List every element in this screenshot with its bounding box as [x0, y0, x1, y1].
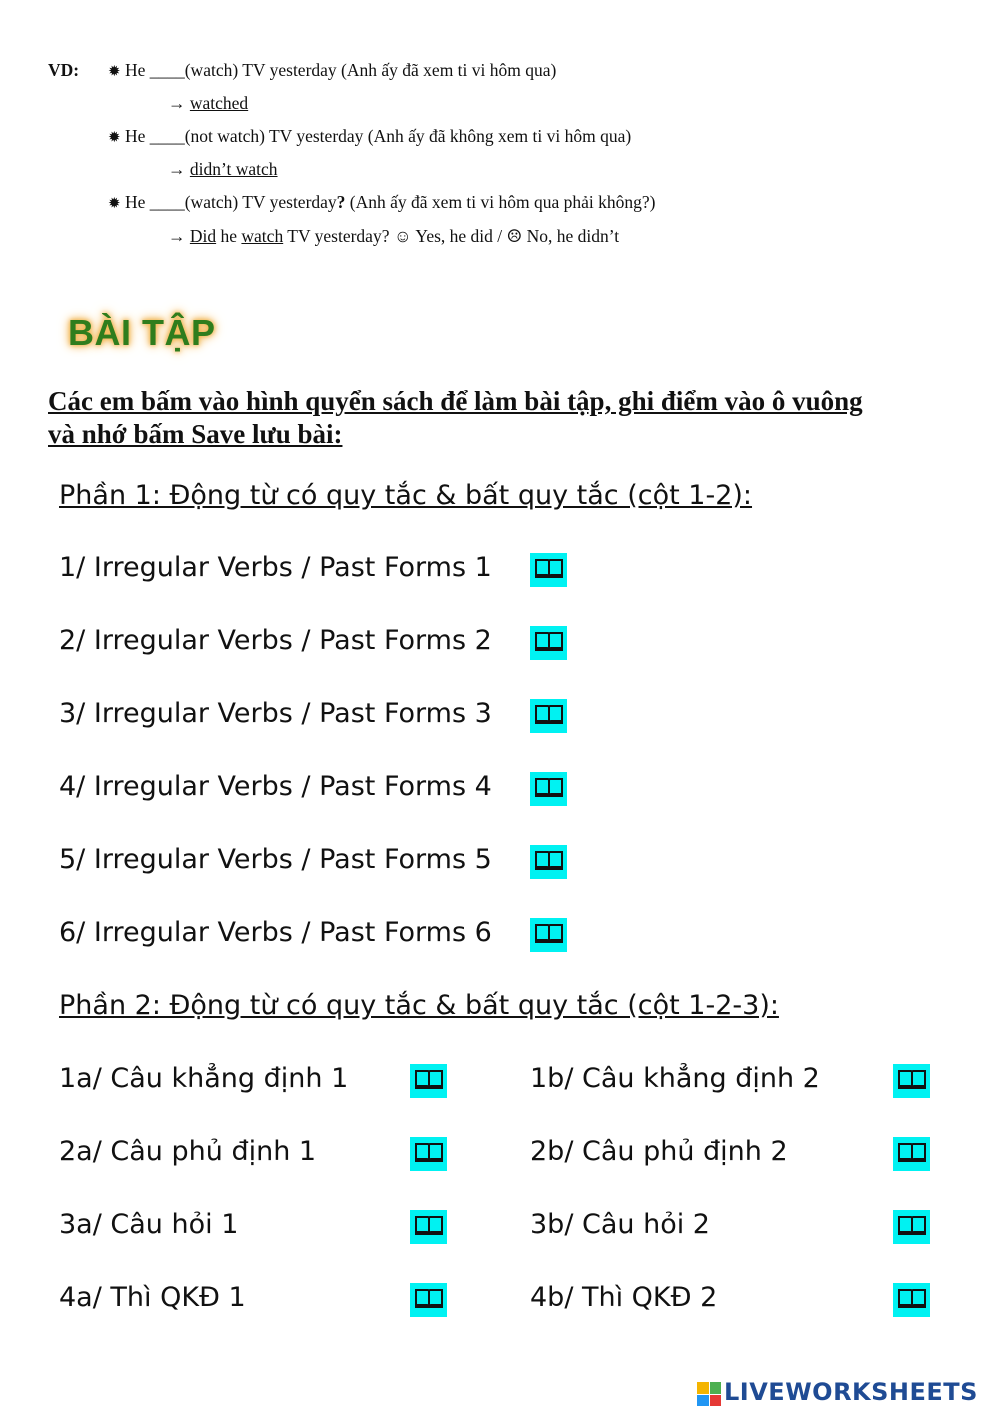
part2-right-item-4-book-button[interactable] [893, 1283, 930, 1317]
part1-item-5-label: 5/ Irregular Verbs / Past Forms 5 [59, 844, 492, 875]
part2-left-item-4-book-button[interactable] [410, 1283, 447, 1317]
part2-right-item-4-label: 4b/ Thì QKĐ 2 [530, 1282, 718, 1313]
example-3 [108, 192, 656, 213]
example-2-text: He ____(not watch) TV yesterday (Anh ấy đã không xem ti vi hôm qua) [124, 126, 632, 146]
answer-text: watched [189, 93, 249, 113]
example-label: VD: [48, 60, 80, 80]
arrow-icon: → [168, 93, 186, 113]
part2-right-item-1-label: 1b/ Câu khẳng định 2 [530, 1063, 820, 1094]
example-3-translation: (Anh ấy đã xem ti vi hôm qua phải không?) [345, 192, 656, 212]
example-3-answer [168, 226, 619, 247]
book-icon [534, 629, 564, 658]
part2-right-item-2-label: 2b/ Câu phủ định 2 [530, 1136, 788, 1167]
book-icon [897, 1140, 927, 1169]
part2-left-item-1-label: 1a/ Câu khẳng định 1 [59, 1063, 349, 1094]
exercise-heading: BÀI TẬP [68, 312, 216, 353]
answer-watch: watch [241, 226, 284, 246]
part2-title: Phần 2: Động từ có quy tắc & bất quy tắc (cột 1-2-3): [59, 990, 779, 1021]
part2-left-item-2-book-button[interactable] [410, 1137, 447, 1171]
book-icon [534, 702, 564, 731]
book-icon [534, 921, 564, 950]
example-2-answer [168, 159, 278, 180]
book-icon [414, 1140, 444, 1169]
liveworksheets-brand[interactable]: LIVEWORKSHEETS [724, 1378, 978, 1406]
part2-right-item-1-book-button[interactable] [893, 1064, 930, 1098]
part1-item-2-label: 2/ Irregular Verbs / Past Forms 2 [59, 625, 492, 656]
answer-rest: TV yesterday? ☺ Yes, he did / ☹ No, he didn’t [283, 226, 620, 246]
example-1-answer [168, 93, 248, 114]
part1-item-4-label: 4/ Irregular Verbs / Past Forms 4 [59, 771, 492, 802]
part2-left-item-2-label: 2a/ Câu phủ định 1 [59, 1136, 317, 1167]
part2-right-item-3-label: 3b/ Câu hỏi 2 [530, 1209, 710, 1240]
book-icon [414, 1286, 444, 1315]
part1-item-2-book-button[interactable] [530, 626, 567, 660]
example-1-text: He ____(watch) TV yesterday (Anh ấy đã xem ti vi hôm qua) [124, 60, 557, 80]
book-icon [414, 1213, 444, 1242]
book-icon [414, 1067, 444, 1096]
arrow-icon: → [168, 226, 186, 246]
book-icon [534, 848, 564, 877]
star-bullet-icon: ✹ [108, 64, 121, 80]
book-icon [897, 1067, 927, 1096]
part2-right-item-2-book-button[interactable] [893, 1137, 930, 1171]
arrow-icon: → [168, 159, 186, 179]
answer-did: Did [189, 226, 217, 246]
instruction-line-1: Các em bấm vào hình quyển sách để làm bài tập, ghi điểm vào ô vuông [48, 386, 863, 416]
part2-left-item-3-label: 3a/ Câu hỏi 1 [59, 1209, 239, 1240]
part1-item-6-label: 6/ Irregular Verbs / Past Forms 6 [59, 917, 492, 948]
part1-item-1-label: 1/ Irregular Verbs / Past Forms 1 [59, 552, 492, 583]
example-3-text: He ____(watch) TV yesterday [124, 192, 337, 212]
part1-item-6-book-button[interactable] [530, 918, 567, 952]
book-icon [534, 556, 564, 585]
part1-item-3-book-button[interactable] [530, 699, 567, 733]
answer-text: didn’t watch [189, 159, 278, 179]
part1-title: Phần 1: Động từ có quy tắc & bất quy tắc (cột 1-2): [59, 480, 753, 511]
part2-left-item-4-label: 4a/ Thì QKĐ 1 [59, 1282, 246, 1313]
part2-left-item-1-book-button[interactable] [410, 1064, 447, 1098]
part1-item-3-label: 3/ Irregular Verbs / Past Forms 3 [59, 698, 492, 729]
question-mark: ? [336, 192, 346, 212]
liveworksheets-logo-icon [697, 1382, 721, 1406]
part1-item-4-book-button[interactable] [530, 772, 567, 806]
book-icon [897, 1286, 927, 1315]
part1-item-1-book-button[interactable] [530, 553, 567, 587]
answer-he: he [216, 226, 242, 246]
star-bullet-icon: ✹ [108, 130, 121, 146]
part1-item-5-book-button[interactable] [530, 845, 567, 879]
book-icon [534, 775, 564, 804]
example-2 [108, 126, 631, 147]
star-bullet-icon: ✹ [108, 196, 121, 212]
example-1 [108, 60, 556, 81]
part2-left-item-3-book-button[interactable] [410, 1210, 447, 1244]
part2-right-item-3-book-button[interactable] [893, 1210, 930, 1244]
instruction-line-2: và nhớ bấm Save lưu bài: [48, 419, 343, 449]
book-icon [897, 1213, 927, 1242]
